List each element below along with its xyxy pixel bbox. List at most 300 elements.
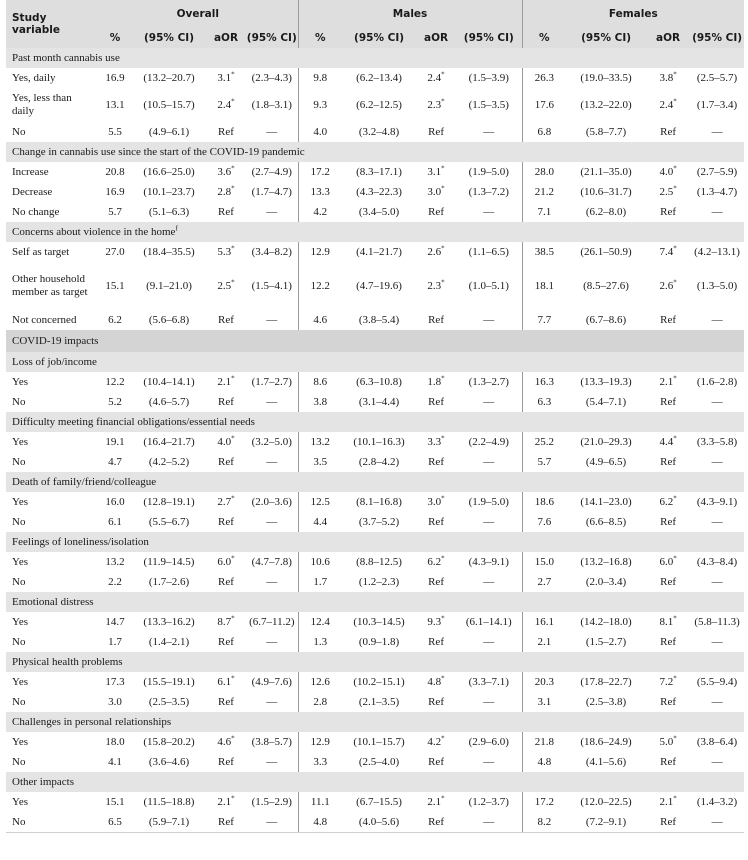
significance-marker: * bbox=[441, 434, 445, 443]
row-label: Yes bbox=[12, 435, 29, 448]
percent-cell: 26.3 bbox=[522, 68, 566, 88]
table-row bbox=[6, 202, 744, 222]
aor-cell: Ref bbox=[660, 516, 676, 528]
ci-cell: (16.6–25.0) bbox=[143, 166, 195, 178]
percent-cell: 16.0 bbox=[105, 496, 125, 508]
subcol-percent: % bbox=[522, 27, 566, 48]
percent-cell: 4.8 bbox=[522, 752, 566, 772]
ci-cell: (6.7–15.5) bbox=[356, 796, 402, 808]
percent-cell: 28.0 bbox=[522, 162, 566, 182]
aor-cell: Ref bbox=[660, 756, 676, 768]
ci-cell: (1.2–2.3) bbox=[358, 576, 400, 588]
significance-marker: * bbox=[441, 614, 445, 623]
ci-cell: (13.2–16.8) bbox=[580, 556, 632, 568]
section-header-row bbox=[6, 412, 744, 432]
percent-cell: 12.6 bbox=[298, 672, 342, 692]
section-title: Change in cannabis use since the start of the COVID-19 pandemic bbox=[6, 142, 744, 162]
percent-cell: 15.1 bbox=[105, 796, 125, 808]
significance-marker: * bbox=[231, 70, 235, 79]
aor-ci-cell: (2.3–4.3) bbox=[251, 72, 292, 84]
ci-cell: (12.0–22.5) bbox=[580, 796, 632, 808]
aor-ci-cell: (1.8–3.1) bbox=[251, 99, 292, 111]
aor-cell: Ref bbox=[428, 314, 444, 326]
aor-ci-cell: (1.5–4.1) bbox=[251, 280, 292, 292]
aor-ci-cell: — bbox=[266, 756, 278, 768]
aor-cell: Ref bbox=[218, 456, 234, 468]
ci-cell: (3.2–4.8) bbox=[358, 126, 400, 138]
aor-ci-cell: (2.5–5.7) bbox=[696, 72, 738, 84]
percent-cell: 15.1 bbox=[105, 280, 125, 292]
significance-marker: * bbox=[231, 184, 235, 193]
row-label: Other household member as target bbox=[12, 273, 88, 298]
percent-cell: 4.1 bbox=[108, 756, 122, 768]
ci-cell: (5.9–7.1) bbox=[132, 812, 206, 833]
table-row bbox=[6, 182, 744, 202]
ci-cell: (1.4–2.1) bbox=[148, 636, 190, 648]
aor-ci-cell: (3.3–5.8) bbox=[696, 436, 738, 448]
table-row bbox=[6, 432, 744, 452]
aor-cell: Ref bbox=[660, 696, 676, 708]
percent-cell: 4.2 bbox=[298, 202, 342, 222]
aor-ci-cell: — bbox=[266, 696, 278, 708]
section-title: Challenges in personal relationships bbox=[6, 712, 744, 732]
aor-cell: 2.5* bbox=[659, 184, 677, 198]
aor-cell: 3.0* bbox=[427, 184, 445, 198]
ci-cell: (10.1–23.7) bbox=[143, 186, 195, 198]
significance-marker: * bbox=[441, 794, 445, 803]
percent-cell: 12.4 bbox=[298, 612, 342, 632]
percent-cell: 21.2 bbox=[522, 182, 566, 202]
aor-ci-cell: — bbox=[266, 636, 278, 648]
table-row bbox=[6, 672, 744, 692]
aor-ci-cell: — bbox=[266, 396, 278, 408]
section-header-row bbox=[6, 652, 744, 672]
significance-marker: * bbox=[673, 674, 677, 683]
section-title: Death of family/friend/colleague bbox=[6, 472, 744, 492]
percent-cell: 4.0 bbox=[298, 122, 342, 142]
aor-ci-cell: (2.7–5.9) bbox=[696, 166, 738, 178]
row-label: No bbox=[6, 812, 98, 833]
aor-cell: Ref bbox=[428, 756, 444, 768]
aor-cell: 3.1* bbox=[217, 70, 235, 84]
table-row bbox=[6, 512, 744, 532]
ci-cell: (8.3–17.1) bbox=[356, 166, 402, 178]
ci-cell: (7.2–9.1) bbox=[566, 812, 646, 833]
significance-marker: * bbox=[231, 374, 235, 383]
aor-ci-cell: (4.3–9.1) bbox=[696, 496, 738, 508]
section-header-row bbox=[6, 532, 744, 552]
aor-cell: 7.2* bbox=[659, 674, 677, 688]
percent-cell: 12.2 bbox=[298, 262, 342, 310]
significance-marker: * bbox=[231, 278, 235, 287]
row-label: Self as target bbox=[12, 245, 70, 258]
percent-cell: 17.2 bbox=[522, 792, 566, 812]
aor-cell: 3.8* bbox=[659, 70, 677, 84]
significance-marker: * bbox=[673, 554, 677, 563]
ci-cell: (4.0–5.6) bbox=[342, 812, 416, 833]
table-row bbox=[6, 372, 744, 392]
aor-ci-cell: (1.5–2.9) bbox=[251, 796, 292, 808]
ci-cell: (15.5–19.1) bbox=[143, 676, 195, 688]
aor-cell: Ref bbox=[218, 126, 234, 138]
percent-cell: 10.6 bbox=[298, 552, 342, 572]
aor-ci-cell: (3.8–6.4) bbox=[696, 736, 738, 748]
significance-marker: * bbox=[441, 554, 445, 563]
aor-cell: Ref bbox=[218, 756, 234, 768]
ci-cell: (15.8–20.2) bbox=[143, 736, 195, 748]
percent-cell: 16.9 bbox=[105, 72, 125, 84]
section-title: COVID-19 impacts bbox=[6, 330, 744, 352]
percent-cell: 9.3 bbox=[298, 88, 342, 122]
aor-ci-cell: (1.7–2.7) bbox=[251, 376, 292, 388]
ci-cell: (13.3–16.2) bbox=[143, 616, 195, 628]
percent-cell: 8.2 bbox=[522, 812, 566, 833]
aor-ci-cell: (1.9–5.0) bbox=[468, 496, 509, 508]
aor-cell: Ref bbox=[428, 576, 444, 588]
section-title: Other impacts bbox=[6, 772, 744, 792]
aor-ci-cell: — bbox=[246, 812, 298, 833]
row-label: No bbox=[12, 455, 26, 468]
aor-ci-cell: (1.9–5.0) bbox=[468, 166, 509, 178]
significance-marker: * bbox=[673, 434, 677, 443]
aor-cell: 4.8* bbox=[427, 674, 445, 688]
aor-cell: 2.1* bbox=[427, 794, 445, 808]
aor-cell: 6.0* bbox=[217, 554, 235, 568]
aor-ci-cell: — bbox=[711, 756, 723, 768]
ci-cell: (17.8–22.7) bbox=[580, 676, 632, 688]
aor-cell: 5.3* bbox=[217, 244, 235, 258]
aor-ci-cell: — bbox=[690, 812, 744, 833]
row-label: Yes bbox=[12, 615, 29, 628]
section-title: Difficulty meeting financial obligations/essential needs bbox=[6, 412, 744, 432]
aor-ci-cell: — bbox=[266, 576, 278, 588]
aor-ci-cell: (3.2–5.0) bbox=[251, 436, 292, 448]
ci-cell: (13.2–20.7) bbox=[143, 72, 195, 84]
aor-cell: Ref bbox=[218, 396, 234, 408]
row-label: No bbox=[12, 395, 26, 408]
aor-ci-cell: (1.3–7.2) bbox=[468, 186, 509, 198]
aor-cell: 2.6* bbox=[659, 278, 677, 292]
ci-cell: (0.9–1.8) bbox=[358, 636, 400, 648]
aor-cell: Ref bbox=[428, 696, 444, 708]
percent-cell: 4.6 bbox=[298, 310, 342, 330]
aor-cell: 4.4* bbox=[659, 434, 677, 448]
row-label: Decrease bbox=[12, 185, 53, 198]
row-label: Yes, daily bbox=[12, 71, 56, 84]
aor-ci-cell: (1.0–5.1) bbox=[468, 280, 509, 292]
aor-cell: Ref bbox=[218, 314, 234, 326]
percent-cell: 20.3 bbox=[522, 672, 566, 692]
section-header-row bbox=[6, 222, 744, 242]
aor-ci-cell: (1.4–3.2) bbox=[696, 796, 738, 808]
subcol-aor-ci: (95% CI) bbox=[690, 27, 744, 48]
subcol-aor: aOR bbox=[416, 27, 456, 48]
aor-cell: 9.3* bbox=[427, 614, 445, 628]
section-title: Emotional distress bbox=[6, 592, 744, 612]
row-label: No bbox=[12, 575, 26, 588]
aor-ci-cell: (4.9–7.6) bbox=[251, 676, 292, 688]
percent-cell: 21.8 bbox=[522, 732, 566, 752]
aor-ci-cell: — bbox=[266, 516, 278, 528]
aor-ci-cell: — bbox=[483, 636, 495, 648]
aor-cell: 3.0* bbox=[427, 494, 445, 508]
aor-cell: Ref bbox=[660, 206, 676, 218]
significance-marker: * bbox=[441, 674, 445, 683]
table-row bbox=[6, 68, 744, 88]
subcol-ci: (95% CI) bbox=[132, 27, 206, 48]
percent-cell: 3.0 bbox=[108, 696, 122, 708]
aor-cell: Ref bbox=[218, 696, 234, 708]
table-row bbox=[6, 162, 744, 182]
aor-ci-cell: (1.2–3.7) bbox=[468, 796, 509, 808]
percent-cell: 25.2 bbox=[522, 432, 566, 452]
aor-ci-cell: (1.7–3.4) bbox=[696, 99, 738, 111]
percent-cell: 7.1 bbox=[522, 202, 566, 222]
table-row bbox=[6, 492, 744, 512]
percent-cell: 1.3 bbox=[298, 632, 342, 652]
ci-cell: (6.3–10.8) bbox=[356, 376, 402, 388]
aor-cell: Ref bbox=[660, 636, 676, 648]
ci-cell: (3.7–5.2) bbox=[358, 516, 400, 528]
aor-cell: Ref bbox=[660, 456, 676, 468]
ci-cell: (16.4–21.7) bbox=[143, 436, 195, 448]
aor-ci-cell: (3.4–8.2) bbox=[251, 246, 292, 258]
significance-marker: * bbox=[231, 554, 235, 563]
significance-marker: * bbox=[673, 70, 677, 79]
aor-cell: 4.0* bbox=[217, 434, 235, 448]
ci-cell: (8.8–12.5) bbox=[356, 556, 402, 568]
aor-cell: 8.7* bbox=[217, 614, 235, 628]
ci-cell: (4.2–5.2) bbox=[148, 456, 190, 468]
percent-cell: 5.2 bbox=[108, 396, 122, 408]
ci-cell: (13.3–19.3) bbox=[580, 376, 632, 388]
percent-cell: 3.3 bbox=[298, 752, 342, 772]
percent-cell: 18.1 bbox=[522, 262, 566, 310]
percent-cell: 14.7 bbox=[105, 616, 125, 628]
significance-marker: * bbox=[441, 70, 445, 79]
ci-cell: (2.1–3.5) bbox=[358, 696, 400, 708]
aor-cell: 2.1* bbox=[659, 794, 677, 808]
significance-marker: * bbox=[441, 734, 445, 743]
percent-cell: 18.0 bbox=[105, 736, 125, 748]
ci-cell: (10.1–15.7) bbox=[353, 736, 405, 748]
ci-cell: (1.5–2.7) bbox=[585, 636, 627, 648]
percent-cell: 3.1 bbox=[522, 692, 566, 712]
ci-cell: (6.2–12.5) bbox=[356, 99, 402, 111]
percent-cell: 6.2 bbox=[108, 314, 122, 326]
aor-ci-cell: — bbox=[266, 314, 278, 326]
section-header-row bbox=[6, 712, 744, 732]
percent-cell: 5.7 bbox=[522, 452, 566, 472]
aor-ci-cell: (4.3–8.4) bbox=[696, 556, 738, 568]
aor-cell: Ref bbox=[646, 812, 690, 833]
aor-cell: 4.2* bbox=[427, 734, 445, 748]
significance-marker: * bbox=[231, 614, 235, 623]
ci-cell: (10.3–14.5) bbox=[353, 616, 405, 628]
aor-ci-cell: (1.7–4.7) bbox=[251, 186, 292, 198]
section-title: Loss of job/income bbox=[6, 352, 744, 372]
ci-cell: (5.4–7.1) bbox=[585, 396, 627, 408]
aor-cell: 2.1* bbox=[217, 794, 235, 808]
significance-marker: * bbox=[231, 97, 235, 106]
ci-cell: (4.9–6.1) bbox=[148, 126, 190, 138]
ci-cell: (11.5–18.8) bbox=[143, 796, 195, 808]
row-label: Yes bbox=[12, 735, 29, 748]
percent-cell: 20.8 bbox=[105, 166, 125, 178]
ci-cell: (2.8–4.2) bbox=[358, 456, 400, 468]
ci-cell: (4.1–5.6) bbox=[585, 756, 627, 768]
aor-ci-cell: (3.3–7.1) bbox=[468, 676, 509, 688]
section-header-row bbox=[6, 592, 744, 612]
aor-ci-cell: (1.3–2.7) bbox=[468, 376, 509, 388]
aor-ci-cell: — bbox=[483, 516, 495, 528]
table-row bbox=[6, 88, 744, 122]
aor-cell: Ref bbox=[428, 456, 444, 468]
significance-marker: * bbox=[231, 494, 235, 503]
group-header-overall: Overall bbox=[98, 0, 298, 27]
table-row bbox=[6, 792, 744, 812]
aor-ci-cell: — bbox=[711, 696, 723, 708]
ci-cell: (2.5–3.8) bbox=[585, 696, 627, 708]
row-label: Yes bbox=[12, 795, 29, 808]
subcol-percent: % bbox=[298, 27, 342, 48]
aor-ci-cell: — bbox=[483, 396, 495, 408]
table-row bbox=[6, 552, 744, 572]
aor-cell: 2.1* bbox=[217, 374, 235, 388]
ci-cell: (11.9–14.5) bbox=[143, 556, 195, 568]
aor-cell: 2.7* bbox=[217, 494, 235, 508]
aor-ci-cell: — bbox=[266, 206, 278, 218]
percent-cell: 38.5 bbox=[522, 242, 566, 262]
percent-cell: 13.3 bbox=[298, 182, 342, 202]
aor-cell: 2.4* bbox=[659, 97, 677, 111]
aor-cell: 6.2* bbox=[427, 554, 445, 568]
table-body bbox=[6, 48, 744, 833]
significance-marker: * bbox=[673, 794, 677, 803]
aor-cell: 2.4* bbox=[427, 70, 445, 84]
aor-ci-cell: (6.1–14.1) bbox=[465, 616, 512, 628]
significance-marker: * bbox=[673, 734, 677, 743]
table-row bbox=[6, 262, 744, 310]
aor-ci-cell: — bbox=[266, 456, 278, 468]
ci-cell: (5.6–6.8) bbox=[148, 314, 190, 326]
ci-cell: (12.8–19.1) bbox=[143, 496, 195, 508]
percent-cell: 2.8 bbox=[298, 692, 342, 712]
ci-cell: (10.5–15.7) bbox=[143, 99, 195, 111]
aor-cell: Ref bbox=[218, 516, 234, 528]
row-label: Increase bbox=[12, 165, 49, 178]
aor-ci-cell: (1.1–6.5) bbox=[468, 246, 509, 258]
results-table bbox=[6, 0, 744, 833]
percent-cell: 9.8 bbox=[298, 68, 342, 88]
section-header-row bbox=[6, 142, 744, 162]
aor-cell: 1.8* bbox=[427, 374, 445, 388]
aor-cell: 4.6* bbox=[217, 734, 235, 748]
ci-cell: (13.2–22.0) bbox=[580, 99, 632, 111]
aor-ci-cell: (2.0–3.6) bbox=[251, 496, 292, 508]
aor-cell: Ref bbox=[218, 576, 234, 588]
significance-marker: * bbox=[231, 734, 235, 743]
percent-cell: 2.7 bbox=[522, 572, 566, 592]
row-label: No bbox=[12, 755, 26, 768]
significance-marker: * bbox=[441, 244, 445, 253]
table-row bbox=[6, 812, 744, 833]
aor-cell: 2.8* bbox=[217, 184, 235, 198]
ci-cell: (6.2–8.0) bbox=[585, 206, 627, 218]
aor-ci-cell: (1.5–3.9) bbox=[468, 72, 509, 84]
aor-ci-cell: — bbox=[456, 812, 522, 833]
aor-cell: 5.0* bbox=[659, 734, 677, 748]
ci-cell: (8.1–16.8) bbox=[356, 496, 402, 508]
percent-cell: 8.6 bbox=[298, 372, 342, 392]
aor-ci-cell: — bbox=[711, 576, 723, 588]
significance-marker: * bbox=[231, 794, 235, 803]
ci-cell: (10.6–31.7) bbox=[580, 186, 632, 198]
significance-marker: * bbox=[673, 494, 677, 503]
aor-ci-cell: — bbox=[483, 696, 495, 708]
aor-ci-cell: (1.5–3.5) bbox=[468, 99, 509, 111]
section-header-row bbox=[6, 472, 744, 492]
percent-cell: 15.0 bbox=[522, 552, 566, 572]
section-header-row bbox=[6, 352, 744, 372]
ci-cell: (5.1–6.3) bbox=[148, 206, 190, 218]
ci-cell: (10.1–16.3) bbox=[353, 436, 405, 448]
aor-cell: 6.0* bbox=[659, 554, 677, 568]
significance-marker: * bbox=[441, 278, 445, 287]
aor-cell: 4.0* bbox=[659, 164, 677, 178]
percent-cell: 19.1 bbox=[105, 436, 125, 448]
row-label: Not concerned bbox=[12, 313, 77, 326]
table-row bbox=[6, 242, 744, 262]
results-table-container bbox=[6, 0, 744, 833]
aor-ci-cell: (3.8–5.7) bbox=[251, 736, 292, 748]
ci-cell: (3.8–5.4) bbox=[358, 314, 400, 326]
aor-cell: Ref bbox=[428, 516, 444, 528]
study-variable-header: Study variable bbox=[6, 0, 98, 48]
percent-cell: 4.7 bbox=[108, 456, 122, 468]
aor-cell: 3.1* bbox=[427, 164, 445, 178]
percent-cell: 6.3 bbox=[522, 392, 566, 412]
percent-cell: 12.9 bbox=[298, 242, 342, 262]
row-label: No bbox=[12, 635, 26, 648]
significance-marker: * bbox=[673, 614, 677, 623]
aor-cell: Ref bbox=[660, 576, 676, 588]
aor-cell: Ref bbox=[218, 206, 234, 218]
row-label: Yes bbox=[12, 555, 29, 568]
ci-cell: (10.4–14.1) bbox=[143, 376, 195, 388]
significance-marker: * bbox=[441, 164, 445, 173]
ci-cell: (3.4–5.0) bbox=[358, 206, 400, 218]
percent-cell: 16.1 bbox=[522, 612, 566, 632]
ci-cell: (6.2–13.4) bbox=[356, 72, 402, 84]
percent-cell: 3.5 bbox=[298, 452, 342, 472]
percent-cell: 12.5 bbox=[298, 492, 342, 512]
aor-ci-cell: (6.7–11.2) bbox=[249, 616, 295, 628]
ci-cell: (5.5–6.7) bbox=[148, 516, 190, 528]
percent-cell: 4.4 bbox=[298, 512, 342, 532]
aor-ci-cell: — bbox=[483, 126, 495, 138]
percent-cell: 3.8 bbox=[298, 392, 342, 412]
percent-cell: 4.8 bbox=[298, 812, 342, 833]
ci-cell: (3.1–4.4) bbox=[358, 396, 400, 408]
ci-cell: (1.7–2.6) bbox=[148, 576, 190, 588]
table-row bbox=[6, 392, 744, 412]
aor-cell: 2.3* bbox=[427, 97, 445, 111]
aor-ci-cell: — bbox=[483, 206, 495, 218]
subcol-aor-ci: (95% CI) bbox=[456, 27, 522, 48]
percent-cell: 1.7 bbox=[108, 636, 122, 648]
percent-cell: 12.2 bbox=[105, 376, 125, 388]
